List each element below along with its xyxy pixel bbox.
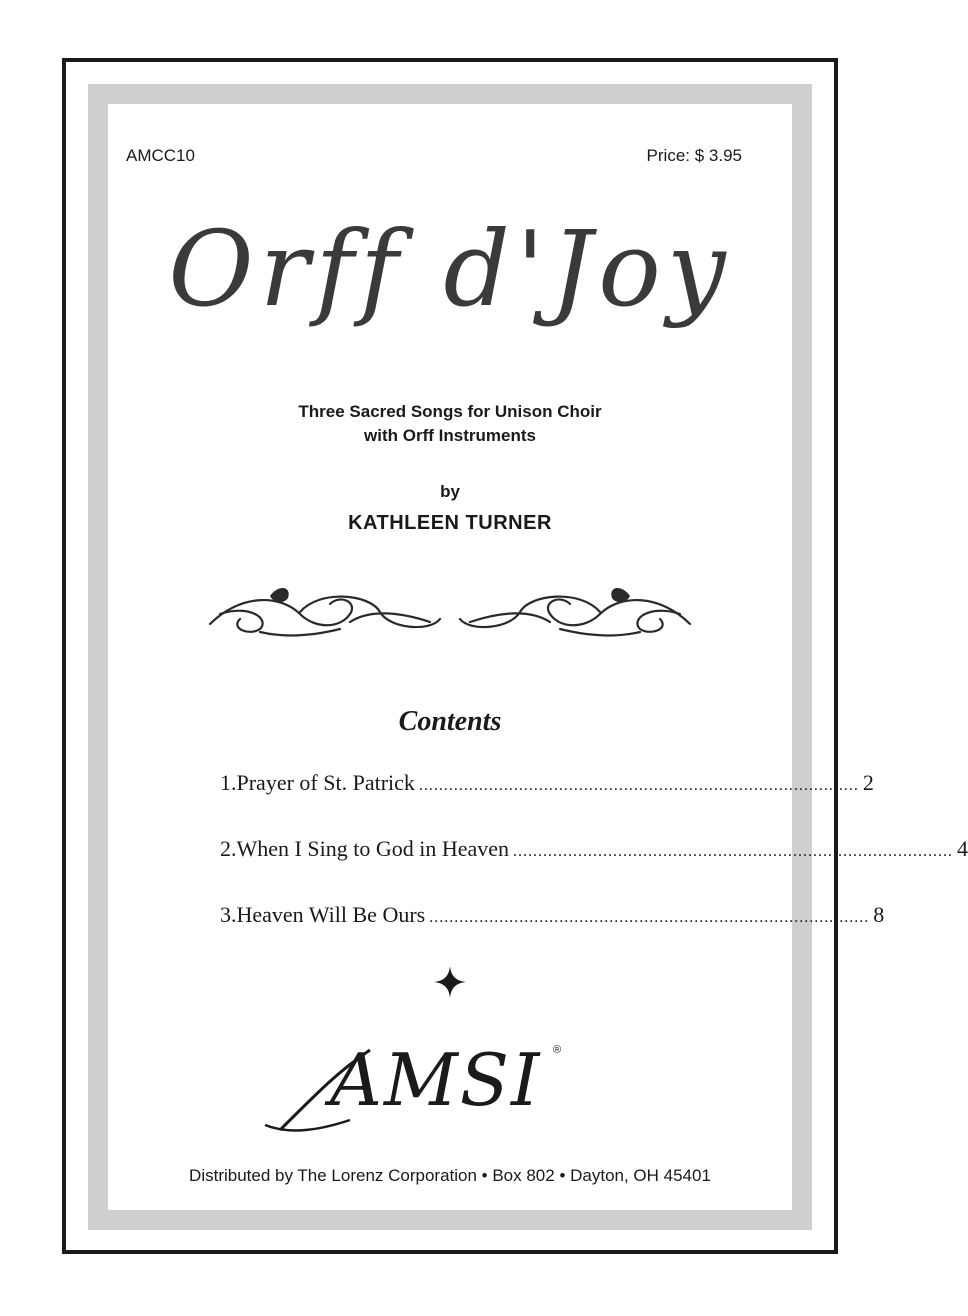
subtitle-line-2: with Orff Instruments xyxy=(364,426,536,445)
toc-item xyxy=(220,836,968,872)
toc-leader: ........................................................................................ xyxy=(513,843,953,860)
table-of-contents xyxy=(220,770,968,968)
toc-number: 3. xyxy=(220,902,237,927)
toc-page: 2 xyxy=(862,770,874,795)
contents-heading: Contents xyxy=(398,706,502,737)
toc-page: 4 xyxy=(957,836,968,861)
toc-number: 1. xyxy=(220,770,237,795)
toc-page: 8 xyxy=(873,902,885,927)
by-label: by xyxy=(440,482,460,501)
toc-title: When I Sing to God in Heaven xyxy=(236,836,509,861)
registered-mark: ® xyxy=(553,1044,562,1056)
ornamental-flourish-icon xyxy=(200,574,700,644)
price-label: Price: $ 3.95 xyxy=(646,146,742,165)
distributor-footer: Distributed by The Lorenz Corporation • Box 802 • Dayton, OH 45401 xyxy=(189,1166,711,1185)
toc-leader: ........................................................................................ xyxy=(418,777,859,794)
toc-leader: ........................................................................................ xyxy=(429,909,870,926)
toc-title: Prayer of St. Patrick xyxy=(236,770,415,795)
subtitle-line-1: Three Sacred Songs for Unison Choir xyxy=(298,402,602,421)
composer-name: KATHLEEN TURNER xyxy=(348,512,552,534)
toc-item xyxy=(220,770,874,806)
publisher-logo: AMSI xyxy=(330,1038,542,1122)
catalog-code: AMCC10 xyxy=(126,146,195,165)
cover-title: Orff d'Joy xyxy=(168,208,732,330)
four-point-star-icon xyxy=(434,966,466,998)
toc-title: Heaven Will Be Ours xyxy=(236,902,426,927)
subtitle xyxy=(0,400,900,448)
toc-item xyxy=(220,902,885,938)
toc-number: 2. xyxy=(220,836,237,861)
